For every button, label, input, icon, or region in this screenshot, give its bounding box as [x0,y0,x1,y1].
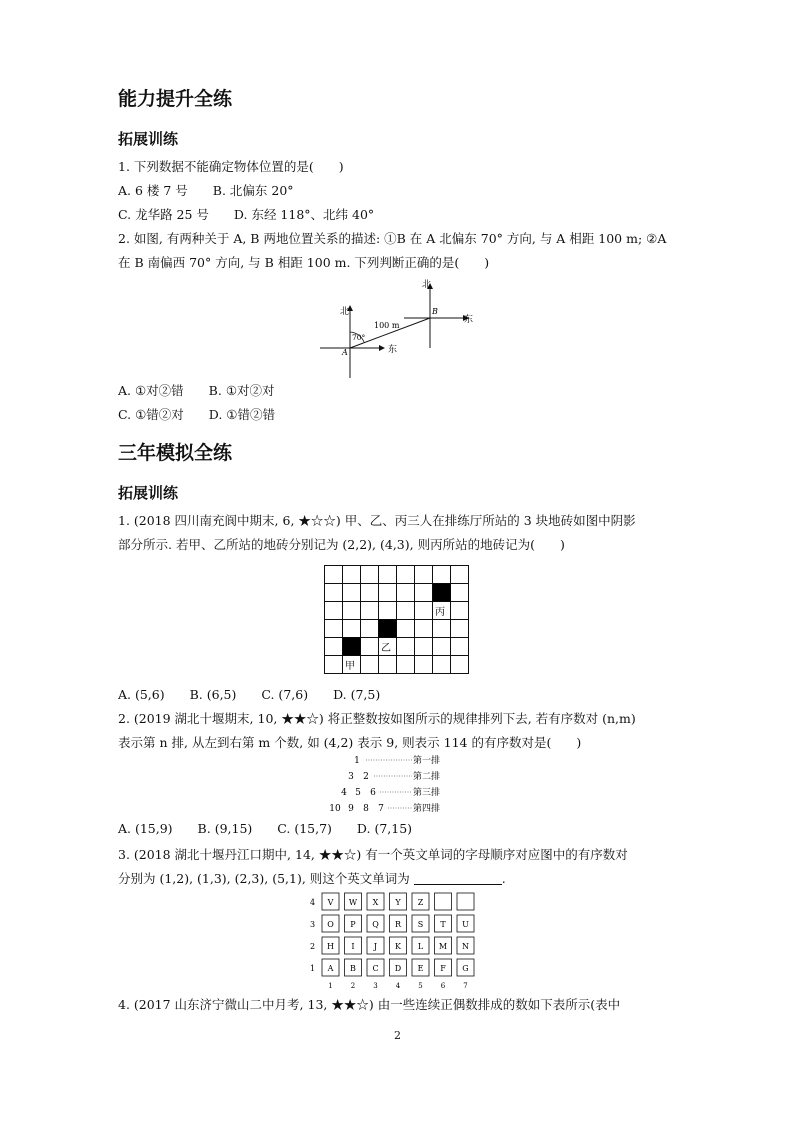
letter-text: P [350,920,356,929]
q2-stem-line1: 2. 如图, 有两种关于 A, B 两地位置关系的描述: ①B 在 A 北偏东 70° 方向, 与 A 相距 100 m; ②A [118,231,667,246]
subtitle-extension-1: 拓展训练 [118,130,179,148]
row2-num: 2 [363,772,369,782]
b-east-label: 东 [464,315,474,325]
row4-label: 第四排 [413,804,441,814]
answer-blank[interactable] [414,871,502,885]
row4-num: 7 [378,804,384,814]
row2-num: 3 [348,772,354,782]
s2-q3-stem-line2 [118,870,506,888]
label-yi: 乙 [381,643,391,654]
s2-q1-stem-line2: 部分所示. 若甲、乙所站的地砖分别记为 (2,2), (4,3), 则丙所站的地砖记为( ) [118,537,565,552]
letter-grid-figure [308,891,488,991]
row4-num: 10 [329,804,341,814]
letter-text: E [417,964,424,973]
letter-text: T [440,920,446,929]
row-label: 4 [310,898,316,907]
letter-text: X [372,898,379,907]
letter-text: G [462,964,469,973]
col-label: 5 [418,982,423,990]
letter-text: C [372,964,379,973]
q1-options-cd: C. 龙华路 25 号 D. 东经 118°、北纬 40° [118,207,375,222]
subtitle-extension-2: 拓展训练 [118,484,179,502]
s2-q2-stem-line1: 2. (2019 湖北十堰期末, 10, ★★☆) 将正整数按如图所示的规律排列下去, 若有序数对 (n,m) [118,711,636,726]
tile-yi [379,620,397,638]
b-north-label: 北 [422,280,432,290]
s2-q3-period: . [501,871,506,886]
letter-text: R [394,920,402,929]
letter-text: N [462,942,469,951]
s2-q4-stem-line1: 4. (2017 山东济宁微山二中月考, 13, ★★☆) 由一些连续正偶数排成的数如下表所示(表中 [118,997,621,1012]
point-b-label: B [432,307,438,316]
row4-num: 8 [363,804,369,814]
letter-text: Q [372,920,379,929]
angle-label: 70° [352,333,366,342]
s2-q1-options: A. (5,6) B. (6,5) C. (7,6) D. (7,5) [118,687,381,702]
col-label: 6 [440,982,446,990]
col-label: 4 [395,982,401,990]
q1-stem: 1. 下列数据不能确定物体位置的是( ) [118,159,344,174]
letter-text: F [440,964,446,973]
section-title-three-years: 三年模拟全练 [118,442,233,464]
tile-grid-figure [324,565,470,677]
letter-text: L [417,942,424,951]
letter-text: Y [395,898,401,907]
row3-num: 5 [355,788,361,798]
page-number: 2 [394,1029,401,1042]
row3-num: 6 [370,788,376,798]
s2-q3-stem-line1: 3. (2018 湖北十堰丹江口期中, 14, ★★☆) 有一个英文单词的字母顺序对应图中的有序数对 [118,847,628,862]
tile-bing [433,584,451,602]
letter-text: U [462,920,469,929]
row4-num: 9 [348,804,354,814]
s2-q2-stem-line2: 表示第 n 排, 从左到右第 m 个数, 如 (4,2) 表示 9, 则表示 114 的有序数对是( ) [118,735,582,750]
col-label: 3 [373,982,378,990]
letter-text: W [348,898,358,907]
s2-q3-stem-text: 分别为 (1,2), (1,3), (2,3), (5,1), 则这个英文单词为 [118,871,410,886]
letter-text: A [327,964,334,973]
number-triangle-figure [322,752,472,818]
row3-label: 第三排 [413,788,441,798]
point-a-label: A [342,348,348,357]
section-title-ability: 能力提升全练 [118,88,233,110]
letter-text: J [373,942,378,951]
row2-label: 第二排 [413,772,441,782]
letter-text: S [417,920,424,929]
row1-label: 第一排 [413,756,441,766]
col-label: 1 [328,982,333,990]
label-bing: 丙 [435,607,445,618]
letter-text: M [438,942,448,951]
distance-label: 100 m [374,321,400,330]
label-jia: 甲 [345,661,355,672]
direction-figure [314,276,494,380]
s2-q2-options: A. (15,9) B. (9,15) C. (15,7) D. (7,15) [118,821,413,836]
letter-text: K [395,942,401,951]
letter-text: V [327,898,334,907]
letter-text: B [350,964,356,973]
letter-text: Z [417,898,424,907]
a-east-label: 东 [388,345,398,355]
row-label: 3 [310,920,316,929]
letter-cell [435,893,452,910]
letter-text: I [351,942,355,951]
q2-options-cd: C. ①错②对 D. ①错②错 [118,407,276,422]
a-north-label: 北 [340,307,350,317]
letter-cell [457,893,474,910]
col-label: 7 [463,982,468,990]
letter-text: O [327,920,334,929]
s2-q1-stem-line1: 1. (2018 四川南充阆中期末, 6, ★☆☆) 甲、乙、丙三人在排练厅所站的 3 块地砖如图中阴影 [118,513,636,528]
q2-stem-line2: 在 B 南偏西 70° 方向, 与 B 相距 100 m. 下列判断正确的是( ) [118,255,490,270]
letter-text: H [327,942,334,951]
tile-jia [343,638,361,656]
q1-options-ab: A. 6 楼 7 号 B. 北偏东 20° [118,183,294,198]
row3-num: 4 [341,788,347,798]
row1-num: 1 [354,756,360,766]
col-label: 2 [350,982,356,990]
letter-text: D [394,964,402,973]
row-label: 1 [310,964,316,973]
row-label: 2 [310,942,316,951]
q2-options-ab: A. ①对②错 B. ①对②对 [118,383,275,398]
